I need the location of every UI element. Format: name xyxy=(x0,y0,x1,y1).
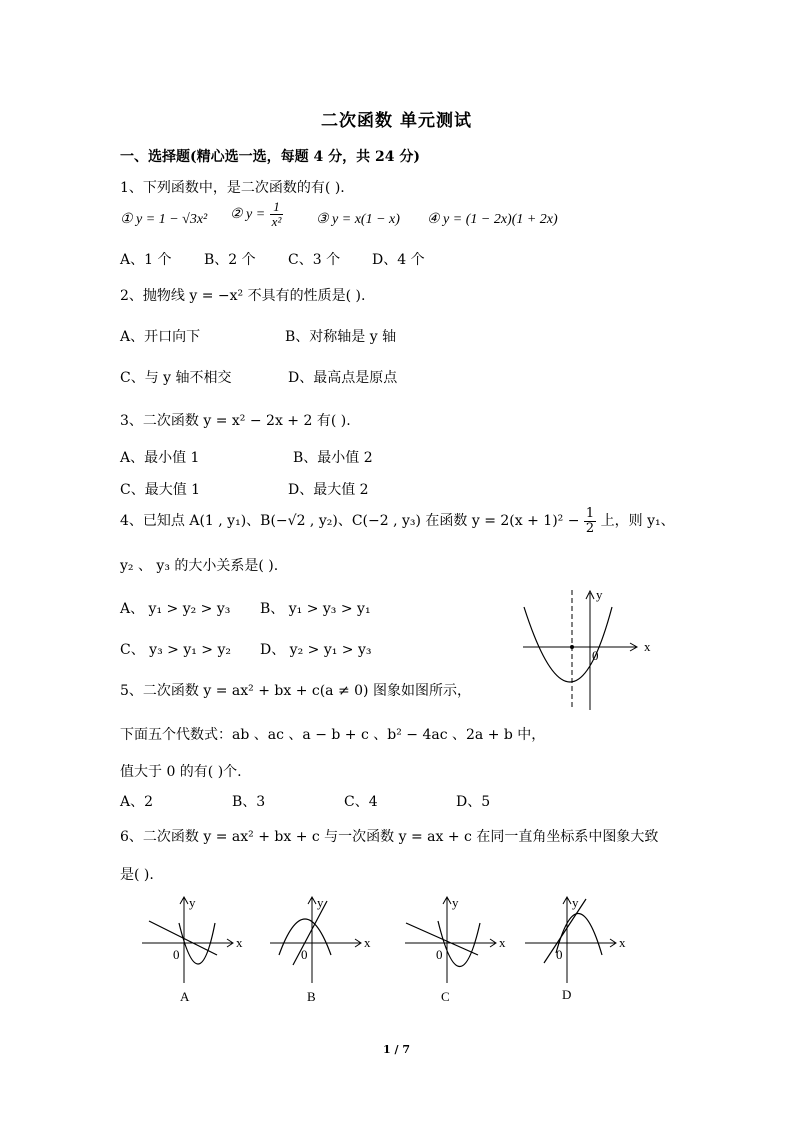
q4-option-a[interactable]: A、 y₁ > y₂ > y₃ xyxy=(120,601,231,617)
q5-option-c[interactable]: C、4 xyxy=(344,794,378,810)
q2-option-b[interactable]: B、对称轴是 y 轴 xyxy=(285,329,397,345)
q1-option-a[interactable]: A、1 个 xyxy=(120,252,172,268)
q6-a-origin: 0 xyxy=(173,947,180,962)
q2-option-c[interactable]: C、与 y 轴不相交 xyxy=(120,370,232,386)
q6-b-x-label: x xyxy=(364,935,371,950)
q4-stem-fraction xyxy=(584,507,596,535)
q1-formula-2-den: x² xyxy=(271,213,282,229)
page-title: 二次函数 单元测试 xyxy=(321,111,472,131)
q3-option-b[interactable]: B、最小值 2 xyxy=(293,450,373,466)
q6-graph-d[interactable] xyxy=(520,893,635,1008)
q6-c-parabola xyxy=(438,921,480,967)
q5-option-d[interactable]: D、5 xyxy=(456,794,491,810)
q4-option-b[interactable]: B、 y₁ > y₃ > y₁ xyxy=(260,601,371,617)
q6-b-label: B xyxy=(307,989,316,1004)
q4-stem-part-a: 4、已知点 A(1 , y₁)、B(−√2 , y₂)、C(−2 , y₃) 在函数 y = 2(x + 1)² − xyxy=(120,513,580,530)
q6-c-x-label: x xyxy=(499,935,506,950)
q5-figure xyxy=(518,585,663,715)
page-number: 1 / 7 xyxy=(383,1043,410,1056)
q4-stem-den: 2 xyxy=(585,520,595,536)
q4-stem-line2: y₂ 、 y₃ 的大小关系是( ). xyxy=(120,558,279,574)
q5-origin-label: 0 xyxy=(592,648,599,663)
q1-option-c[interactable]: C、3 个 xyxy=(288,252,341,268)
q2-option-d[interactable]: D、最高点是原点 xyxy=(288,370,398,386)
q5-x-label: x xyxy=(644,639,651,654)
q6-graph-c[interactable] xyxy=(400,893,515,1008)
q6-a-x-label: x xyxy=(236,935,243,950)
q6-b-line xyxy=(293,901,327,965)
q4-stem-part-b: 上，则 y₁、 xyxy=(600,513,675,530)
q3-option-a[interactable]: A、最小值 1 xyxy=(120,450,200,466)
q1-stem: 1、下列函数中，是二次函数的有( ). xyxy=(120,180,345,196)
q6-stem-line2: 是( ). xyxy=(120,867,154,883)
q5-parabola xyxy=(524,607,612,682)
q5-option-b[interactable]: B、3 xyxy=(232,794,266,810)
q6-b-origin: 0 xyxy=(301,947,308,962)
q1-option-d[interactable]: D、4 个 xyxy=(372,252,425,268)
q1-formula-2-fraction xyxy=(270,200,284,228)
q6-c-y-label: y xyxy=(452,895,459,910)
q1-formula-2 xyxy=(230,200,283,228)
q2-stem: 2、抛物线 y = −x² 不具有的性质是( ). xyxy=(120,288,366,304)
q3-stem: 3、二次函数 y = x² − 2x + 2 有( ). xyxy=(120,413,351,429)
q5-point xyxy=(570,645,574,649)
q6-a-line xyxy=(149,921,217,955)
q6-c-origin: 0 xyxy=(436,947,443,962)
q5-stem-line1: 5、二次函数 y = ax² + bx + c(a ≠ 0) 图象如图所示， xyxy=(120,683,471,699)
q1-formula-4: ④ y = (1 − 2x)(1 + 2x) xyxy=(427,212,558,227)
q6-graph-a[interactable] xyxy=(137,893,252,1008)
q5-option-a[interactable]: A、2 xyxy=(120,794,154,810)
q1-formula-1: ① y = 1 − √3x² xyxy=(120,212,208,227)
q5-stem-line3: 值大于 0 的有( )个. xyxy=(120,764,242,780)
q4-option-c[interactable]: C、 y₃ > y₁ > y₂ xyxy=(120,642,231,658)
q6-d-line xyxy=(544,899,586,963)
q6-d-y-label: y xyxy=(572,895,579,910)
q6-c-label: C xyxy=(441,989,450,1004)
q5-stem-line2: 下面五个代数式：ab 、ac 、a − b + c 、b² − 4ac 、2a + b 中， xyxy=(120,727,546,743)
q3-option-c[interactable]: C、最大值 1 xyxy=(120,482,201,498)
q3-option-d[interactable]: D、最大值 2 xyxy=(288,482,369,498)
q4-option-d[interactable]: D、 y₂ > y₁ > y₃ xyxy=(260,642,372,658)
q4-stem-num: 1 xyxy=(585,506,595,521)
q6-graph-b[interactable] xyxy=(265,893,380,1008)
q6-stem-line1: 6、二次函数 y = ax² + bx + c 与一次函数 y = ax + c 在同一直角坐标系中图象大致 xyxy=(120,829,659,845)
q6-b-y-label: y xyxy=(317,895,324,910)
q4-stem-line1 xyxy=(120,507,675,535)
q6-d-label: D xyxy=(562,987,572,1002)
q1-formula-2-num: 1 xyxy=(270,200,284,215)
q6-a-label: A xyxy=(180,989,190,1004)
q1-option-b[interactable]: B、2 个 xyxy=(204,252,256,268)
q2-option-a[interactable]: A、开口向下 xyxy=(120,329,201,345)
section-heading: 一、选择题(精心选一选，每题 4 分，共 24 分) xyxy=(120,149,420,165)
q5-y-label: y xyxy=(596,587,603,602)
q6-d-x-label: x xyxy=(619,935,626,950)
q1-formula-2-prefix: ② y = xyxy=(230,207,266,223)
q6-a-y-label: y xyxy=(189,895,196,910)
q6-d-origin: 0 xyxy=(556,947,563,962)
q1-formula-3: ③ y = x(1 − x) xyxy=(316,212,400,227)
